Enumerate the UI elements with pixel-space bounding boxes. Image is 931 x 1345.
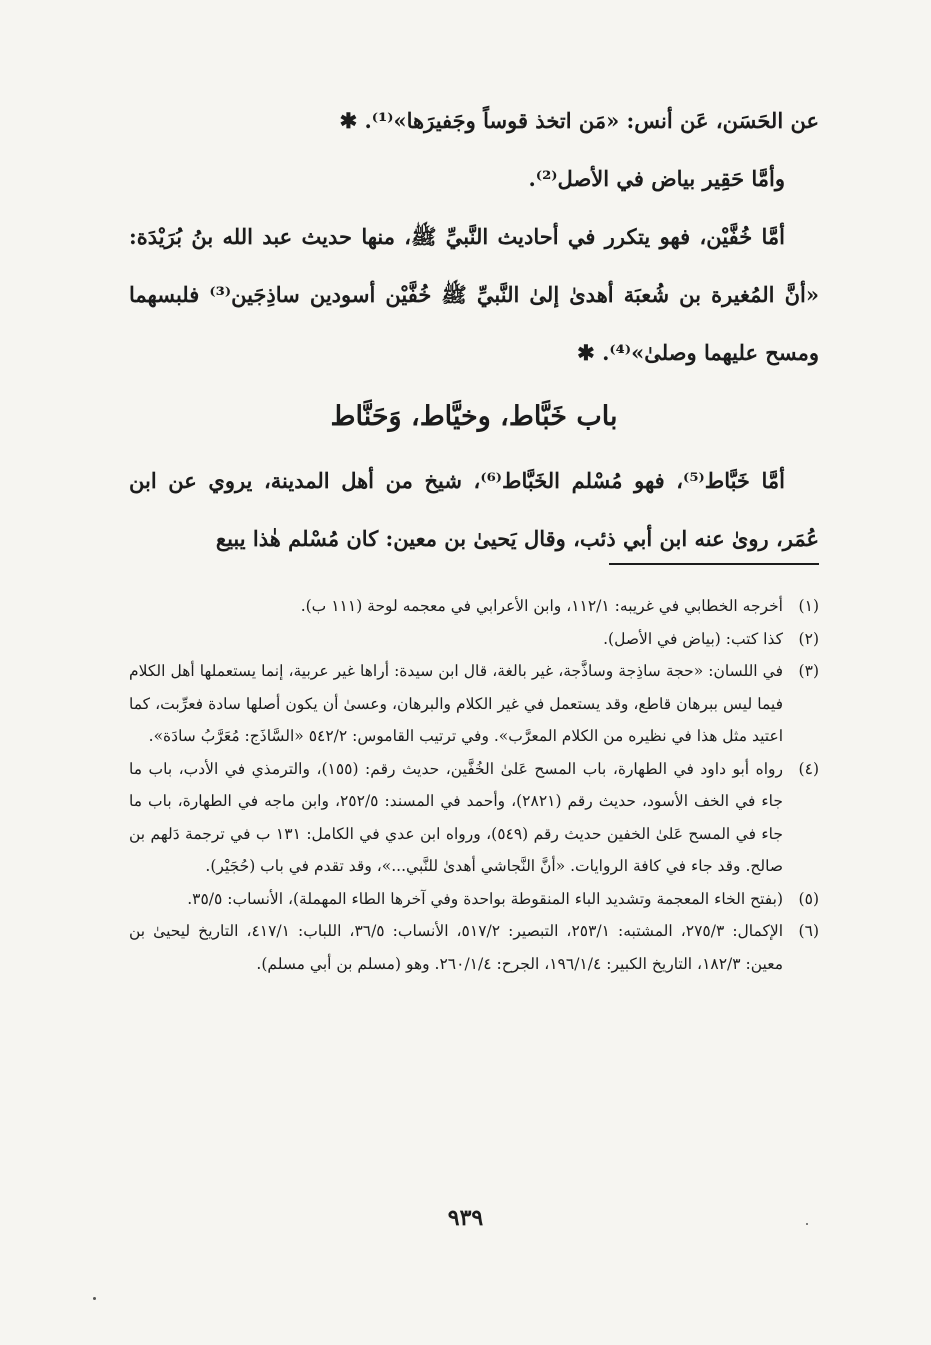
scan-speck (93, 1297, 96, 1300)
footnote-number: (٥) (798, 889, 819, 908)
paragraph: أمَّا خَبَّاط⁽⁵⁾، فهو مُسْلم الخَبَّاط⁽⁶⁾، شيخ من أهل المدينة، يروي عن ابن عُمَر، روىٰ عنه ابن أبي ذئب، وقال يَحيىٰ بن معين: كان مُسْلم هٰذا يبيع (129, 468, 819, 551)
footnotes (129, 590, 819, 980)
footnote-text: كذا كتب: (بياض في الأصل). (603, 629, 783, 648)
main-text (129, 92, 819, 568)
footnote-number: (٣) (798, 662, 819, 680)
footnote (129, 623, 819, 656)
footnote-text: (بفتح الخاء المعجمة وتشديد الباء المنقوطة بواحدة وفي آخرها الطاء المهملة)، الأنساب: ٣٥/٥. (187, 889, 783, 908)
footnote-number: (٤) (798, 759, 819, 778)
page-number: ٩٣٩ (447, 1205, 484, 1231)
footnote (129, 915, 819, 980)
paragraph: أمَّا خُفَّيْن، فهو يتكرر في أحاديث النَّبيِّ ﷺ، منها حديث عبد الله بنُ بُرَيْدَة: «أنَّ المُغيرة بن شُعبَة أهدىٰ إلىٰ النَّبيِّ ﷺ خُفَّيْن أسودين ساذِجَين⁽³⁾ فلبسهما ومسح عليهما وصلىٰ»⁽⁴⁾. ✱ (129, 224, 819, 365)
text-line: وأمَّا حَقِير بياض في الأصل⁽²⁾. (528, 166, 785, 191)
footnote (129, 753, 819, 883)
footnote-text: الإكمال: ٢٧٥/٣، المشتبه: ٢٥٣/١، التبصير: ٥١٧/٢، الأنساب: ٣٦/٥، اللباب: ٤١٧/١، التاريخ ليحيىٰ بن معين: ١٨٢/٣، التاريخ الكبير: ١٩٦/١/٤، الجرح: ٢٦٠/١/٤. وهو (مسلم بن أبي مسلم). (129, 922, 784, 973)
scan-speck (806, 1223, 808, 1225)
footnote-number: (٦) (798, 922, 819, 940)
footnote-text: في اللسان: «حجة ساذِجة وساذَّجة، غير بالغة، قال ابن سيدة: أراها غير عربية، إنما يستعملها أهل الكلام فيما ليس ببرهان قاطع، وقد يستعمل في غير الكلام والبرهان، وعسىٰ أن يكون أصلها سادة فعرِّبت، كما اعتيد مثل هذا في نظيره من الكلام المعرَّب». وفي ترتيب القاموس: ٥٤٢/٢ «السَّاذَج: مُعَرَّبُ سادَة». (129, 662, 783, 745)
footnote (129, 655, 819, 753)
footnote (129, 883, 819, 916)
section-title: باب خَبَّاط، وخيَّاط، وَحَنَّاط (330, 401, 618, 432)
footnote-text: رواه أبو داود في الطهارة، باب المسح عَلىٰ الخُفَّين، حديث رقم: (١٥٥)، والترمذي في الأدب، باب ما جاء في الخف الأسود، حديث رقم (٢٨٢١)، وأحمد في المسند: ٢٥٢/٥، وابن ماجه في الطهارة، باب ما جاء في المسح عَلىٰ الخفين حديث رقم (٥٤٩)، ورواه ابن عدي في الكامل: ١٣١ ب في ترجمة دَلهم بن صالح. وقد جاء في كافة الروايات. «أنَّ النَّجاشي أهدىٰ للنَّبي...»، وقد تقدم في باب (حُجَيْر). (129, 759, 784, 875)
footnote-number: (١) (798, 597, 819, 615)
footnote-divider (609, 563, 819, 565)
footnote-text: أخرجه الخطابي في غريبه: ١١٢/١، وابن الأعرابي في معجمه لوحة (١١١ ب). (300, 597, 783, 615)
text-line: عن الحَسَن، عَن أنس: «مَن اتخذ قوساً وجَفيرَها»⁽¹⁾. ✱ (339, 108, 819, 133)
footnote-number: (٢) (798, 629, 819, 648)
footnote (129, 590, 819, 623)
